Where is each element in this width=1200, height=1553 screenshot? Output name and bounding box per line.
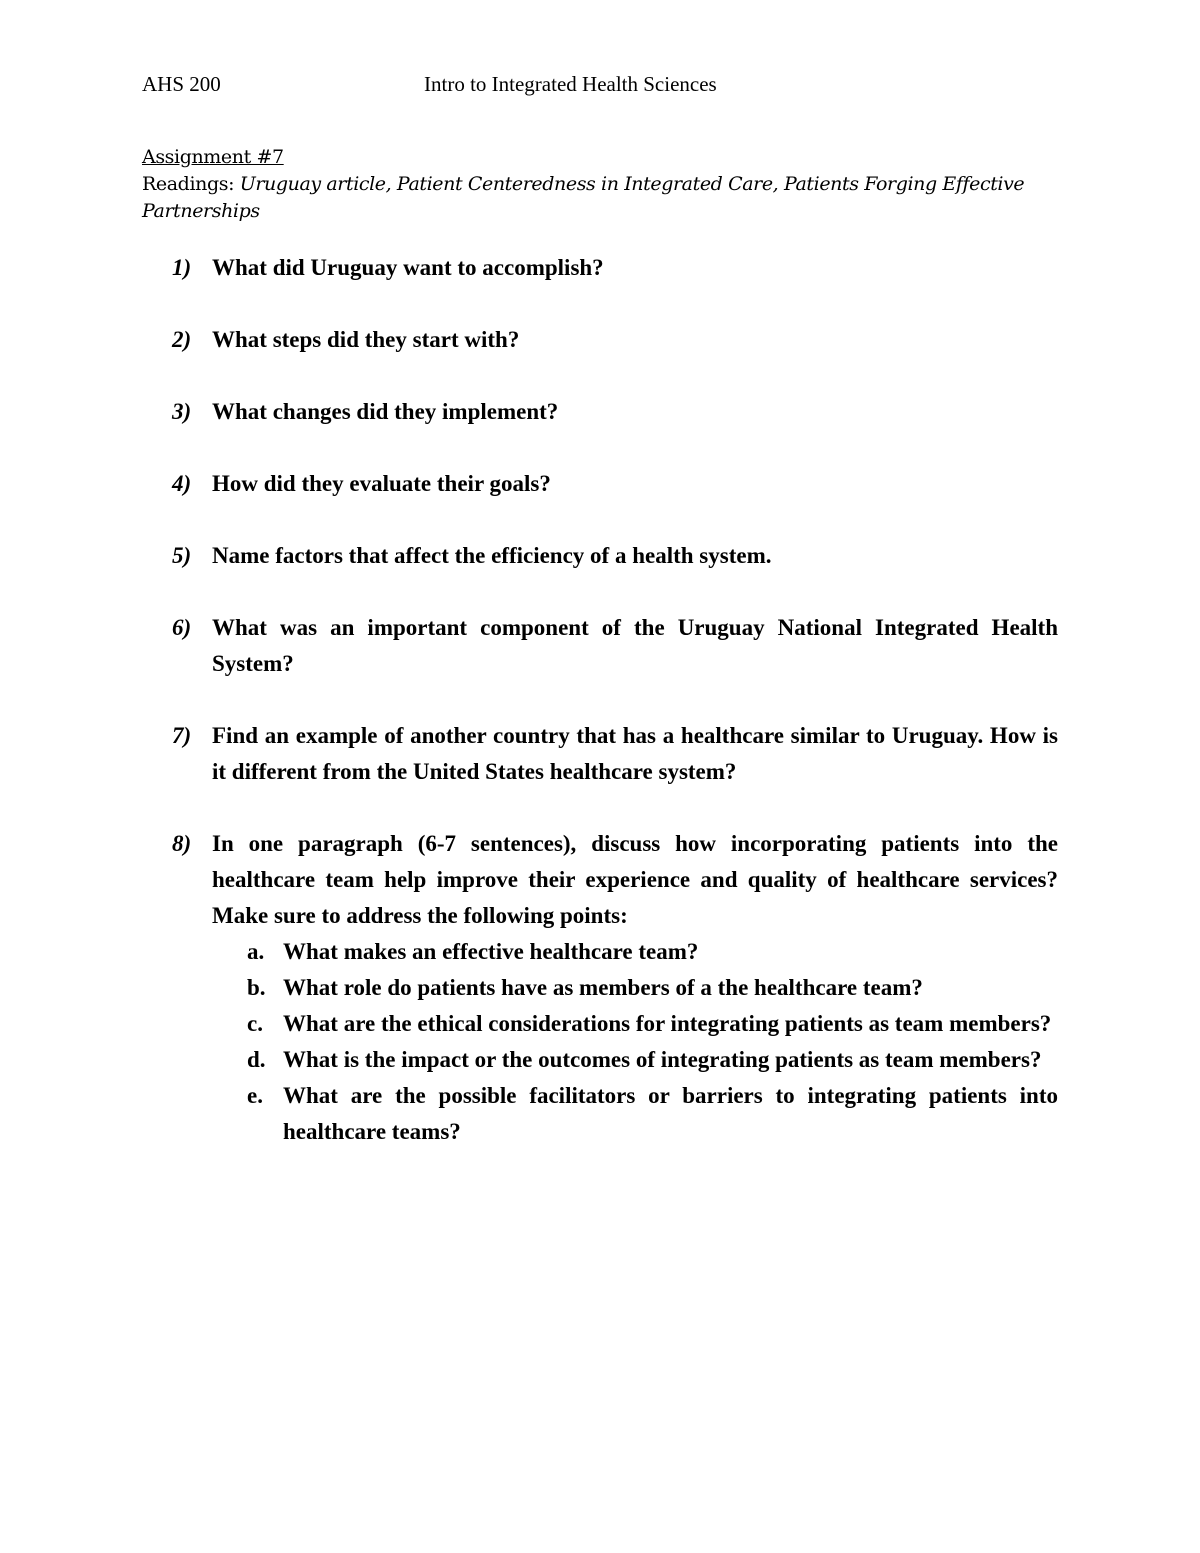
course-code: AHS 200 bbox=[142, 72, 221, 96]
sub-point-text: What are the ethical considerations for integrating patients as team members? bbox=[283, 1011, 1052, 1036]
question-item bbox=[172, 538, 1058, 574]
sub-point bbox=[212, 1042, 1058, 1078]
question-number: 3) bbox=[172, 399, 192, 424]
question-text: What changes did they implement? bbox=[212, 399, 559, 424]
course-title: Intro to Integrated Health Sciences bbox=[424, 72, 717, 96]
question-text: In one paragraph (6-7 sentences), discuss how incorporating patients into the healthcare team help improve their experience and quality of healthcare services? Make sure to address the following points: bbox=[212, 831, 1058, 928]
question-item bbox=[172, 466, 1058, 502]
question-item bbox=[172, 394, 1058, 430]
sub-point-list bbox=[212, 934, 1058, 1150]
assignment-info bbox=[142, 144, 1058, 225]
question-text: What did Uruguay want to accomplish? bbox=[212, 255, 604, 280]
sub-point-letter: d. bbox=[247, 1047, 266, 1072]
sub-point bbox=[212, 1006, 1058, 1042]
readings-label: Readings: bbox=[142, 173, 240, 195]
sub-point-text: What role do patients have as members of a the healthcare team? bbox=[283, 975, 923, 1000]
sub-point-letter: c. bbox=[247, 1011, 263, 1036]
question-number: 4) bbox=[172, 471, 192, 496]
question-list bbox=[172, 250, 1058, 1186]
question-item bbox=[172, 826, 1058, 1150]
question-item bbox=[172, 610, 1058, 682]
question-text: What steps did they start with? bbox=[212, 327, 520, 352]
sub-point-text: What makes an effective healthcare team? bbox=[283, 939, 699, 964]
question-number: 1) bbox=[172, 255, 192, 280]
assignment-title: Assignment #7 bbox=[142, 146, 284, 168]
sub-point bbox=[212, 1078, 1058, 1150]
question-number: 7) bbox=[172, 723, 192, 748]
readings-list: Uruguay article, Patient Centeredness in Integrated Care, Patients Forging Effective Partnerships bbox=[142, 173, 1025, 222]
sub-point bbox=[212, 934, 1058, 970]
question-item bbox=[172, 718, 1058, 790]
sub-point-letter: b. bbox=[247, 975, 266, 1000]
question-number: 8) bbox=[172, 831, 192, 856]
sub-point bbox=[212, 970, 1058, 1006]
question-text: What was an important component of the Uruguay National Integrated Health System? bbox=[212, 615, 1058, 676]
sub-point-text: What are the possible facilitators or barriers to integrating patients into healthcare teams? bbox=[283, 1083, 1058, 1144]
question-text: Find an example of another country that has a healthcare similar to Uruguay. How is it different from the United States healthcare system? bbox=[212, 723, 1058, 784]
sub-point-letter: a. bbox=[247, 939, 265, 964]
question-item bbox=[172, 322, 1058, 358]
sub-point-letter: e. bbox=[247, 1083, 263, 1108]
question-number: 6) bbox=[172, 615, 192, 640]
question-item bbox=[172, 250, 1058, 286]
question-text: Name factors that affect the efficiency of a health system. bbox=[212, 543, 772, 568]
page-header bbox=[142, 72, 1058, 102]
question-number: 2) bbox=[172, 327, 192, 352]
sub-point-text: What is the impact or the outcomes of integrating patients as team members? bbox=[283, 1047, 1042, 1072]
question-number: 5) bbox=[172, 543, 192, 568]
question-text: How did they evaluate their goals? bbox=[212, 471, 551, 496]
readings-line bbox=[142, 171, 1058, 225]
